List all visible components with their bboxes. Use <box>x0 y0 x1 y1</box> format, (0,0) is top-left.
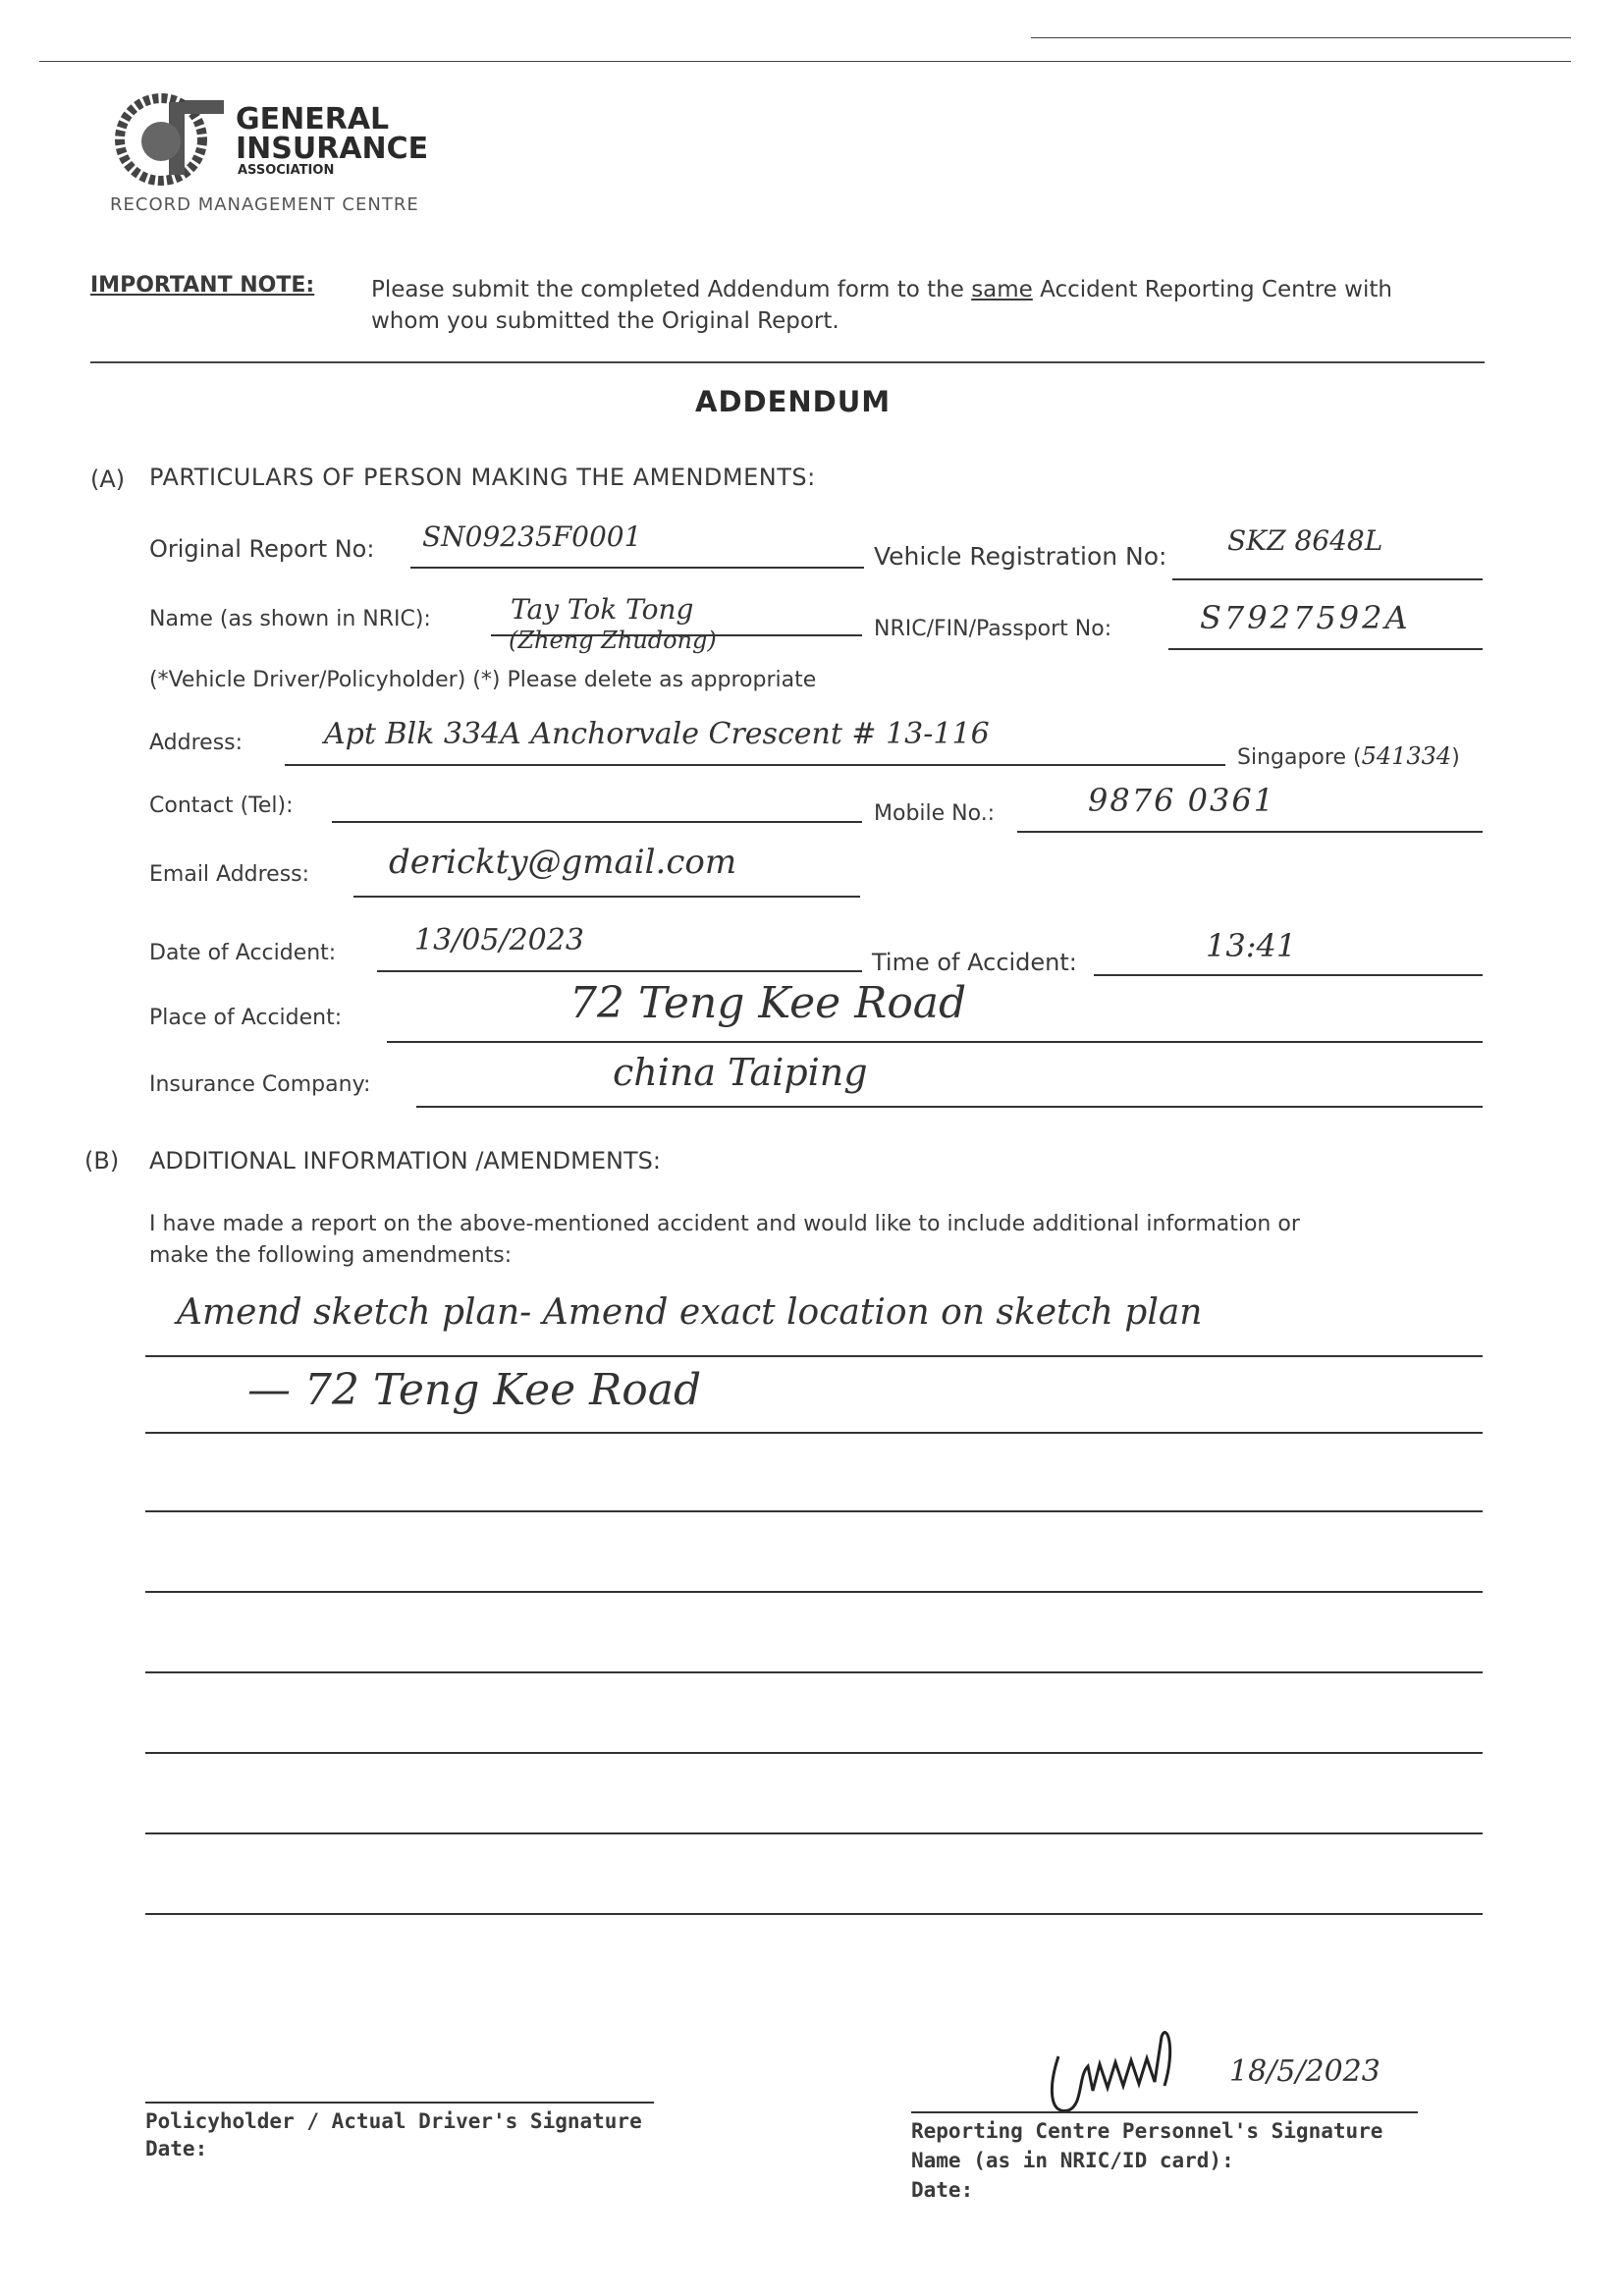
section-a-title: PARTICULARS OF PERSON MAKING THE AMENDMENTS: <box>149 464 816 491</box>
original-report-label: Original Report No: <box>149 535 375 563</box>
org-name-line1: GENERAL <box>236 102 390 137</box>
place-of-accident-line <box>387 1041 1483 1043</box>
place-of-accident-value[interactable]: 72 Teng Kee Road <box>569 978 967 1028</box>
vehicle-reg-value[interactable]: SKZ 8648L <box>1227 524 1383 557</box>
singapore-close: ) <box>1451 745 1460 770</box>
personnel-signature-label: Reporting Centre Personnel's Signature <box>911 2119 1383 2143</box>
personnel-signature-line <box>911 2111 1418 2113</box>
vehicle-reg-line <box>1172 578 1483 580</box>
amendment-line-4 <box>145 1591 1483 1593</box>
name-line <box>491 634 862 636</box>
insurance-company-line <box>416 1106 1483 1108</box>
insurance-company-label: Insurance Company: <box>149 1072 371 1097</box>
note-divider <box>90 361 1485 363</box>
role-note: (*Vehicle Driver/Policyholder) (*) Please delete as appropriate <box>149 668 817 692</box>
nric-value[interactable]: S7927592A <box>1200 599 1411 636</box>
org-name-line2: INSURANCE <box>236 132 429 166</box>
gia-logo-mark <box>110 90 238 187</box>
email-label: Email Address: <box>149 862 310 887</box>
personnel-name-label: Name (as in NRIC/ID card): <box>911 2149 1234 2172</box>
date-of-accident-line <box>377 970 862 972</box>
note-text-underlined: same <box>971 277 1033 302</box>
signature-icon <box>1039 2017 1216 2125</box>
gia-logo <box>110 90 238 187</box>
driver-signature-line <box>145 2102 654 2104</box>
nric-line <box>1168 648 1483 650</box>
time-of-accident-value[interactable]: 13:41 <box>1206 927 1297 964</box>
date-of-accident-label: Date of Accident: <box>149 941 337 965</box>
insurance-company-value[interactable]: china Taiping <box>613 1051 868 1094</box>
amendment-text-1[interactable]: Amend sketch plan- Amend exact location on sketch plan <box>177 1292 1203 1333</box>
address-value[interactable]: Apt Blk 334A Anchorvale Crescent # 13-116 <box>324 717 990 751</box>
personnel-signature-date-value[interactable]: 18/5/2023 <box>1229 2054 1380 2089</box>
amendment-line-8 <box>145 1913 1483 1915</box>
important-note-text-line2: whom you submitted the Original Report. <box>371 308 839 334</box>
driver-signature-date-label: Date: <box>145 2137 208 2160</box>
mobile-line <box>1017 831 1483 833</box>
contact-line <box>332 821 862 823</box>
form-title: ADDENDUM <box>695 385 892 418</box>
vehicle-reg-label: Vehicle Registration No: <box>874 542 1167 571</box>
amendment-line-5 <box>145 1671 1483 1673</box>
amendment-line-6 <box>145 1752 1483 1754</box>
amendment-line-3 <box>145 1510 1483 1512</box>
contact-label: Contact (Tel): <box>149 793 294 818</box>
note-text-pre: Please submit the completed Addendum form to the <box>371 277 972 302</box>
org-name-line3: ASSOCIATION <box>238 163 335 178</box>
singapore-text: Singapore ( <box>1237 745 1362 770</box>
amendment-line-1 <box>145 1355 1483 1357</box>
section-b-marker: (B) <box>84 1147 120 1175</box>
dept-name: RECORD MANAGEMENT CENTRE <box>110 194 419 215</box>
address-line <box>285 764 1225 766</box>
important-note-label: IMPORTANT NOTE: <box>90 273 315 298</box>
section-b-title: ADDITIONAL INFORMATION /AMENDMENTS: <box>149 1147 661 1175</box>
place-of-accident-label: Place of Accident: <box>149 1006 343 1030</box>
section-b-intro-line1: I have made a report on the above-mentioned accident and would like to include additional information or <box>149 1212 1300 1236</box>
important-note-text <box>371 277 1392 302</box>
section-b-intro-line2: make the following amendments: <box>149 1243 513 1268</box>
name-value-2[interactable]: (Zheng Zhudong) <box>509 627 717 654</box>
amendment-text-2[interactable]: — 72 Teng Kee Road <box>247 1365 702 1415</box>
email-value[interactable]: derickty@gmail.com <box>389 843 737 882</box>
postal-code-value[interactable]: 541334 <box>1361 742 1452 770</box>
amendment-line-7 <box>145 1832 1483 1834</box>
date-of-accident-value[interactable]: 13/05/2023 <box>414 923 584 957</box>
top-border-line-2 <box>1031 37 1571 38</box>
original-report-value[interactable]: SN09235F0001 <box>422 520 642 553</box>
note-text-post: Accident Reporting Centre with <box>1032 277 1392 302</box>
section-a-marker: (A) <box>90 465 126 493</box>
nric-label: NRIC/FIN/Passport No: <box>874 617 1112 641</box>
mobile-label: Mobile No.: <box>874 801 996 826</box>
original-report-line <box>410 567 864 569</box>
top-border-line <box>39 61 1571 62</box>
name-value[interactable]: Tay Tok Tong <box>511 593 694 626</box>
driver-signature-label: Policyholder / Actual Driver's Signature <box>145 2109 642 2133</box>
name-label: Name (as shown in NRIC): <box>149 607 431 631</box>
time-of-accident-line <box>1094 974 1483 976</box>
email-line <box>353 896 860 898</box>
singapore-label <box>1237 742 1460 770</box>
address-label: Address: <box>149 731 244 755</box>
personnel-date-label: Date: <box>911 2178 974 2202</box>
time-of-accident-label: Time of Accident: <box>872 949 1077 976</box>
amendment-line-2 <box>145 1432 1483 1434</box>
mobile-value[interactable]: 9876 0361 <box>1088 782 1276 819</box>
